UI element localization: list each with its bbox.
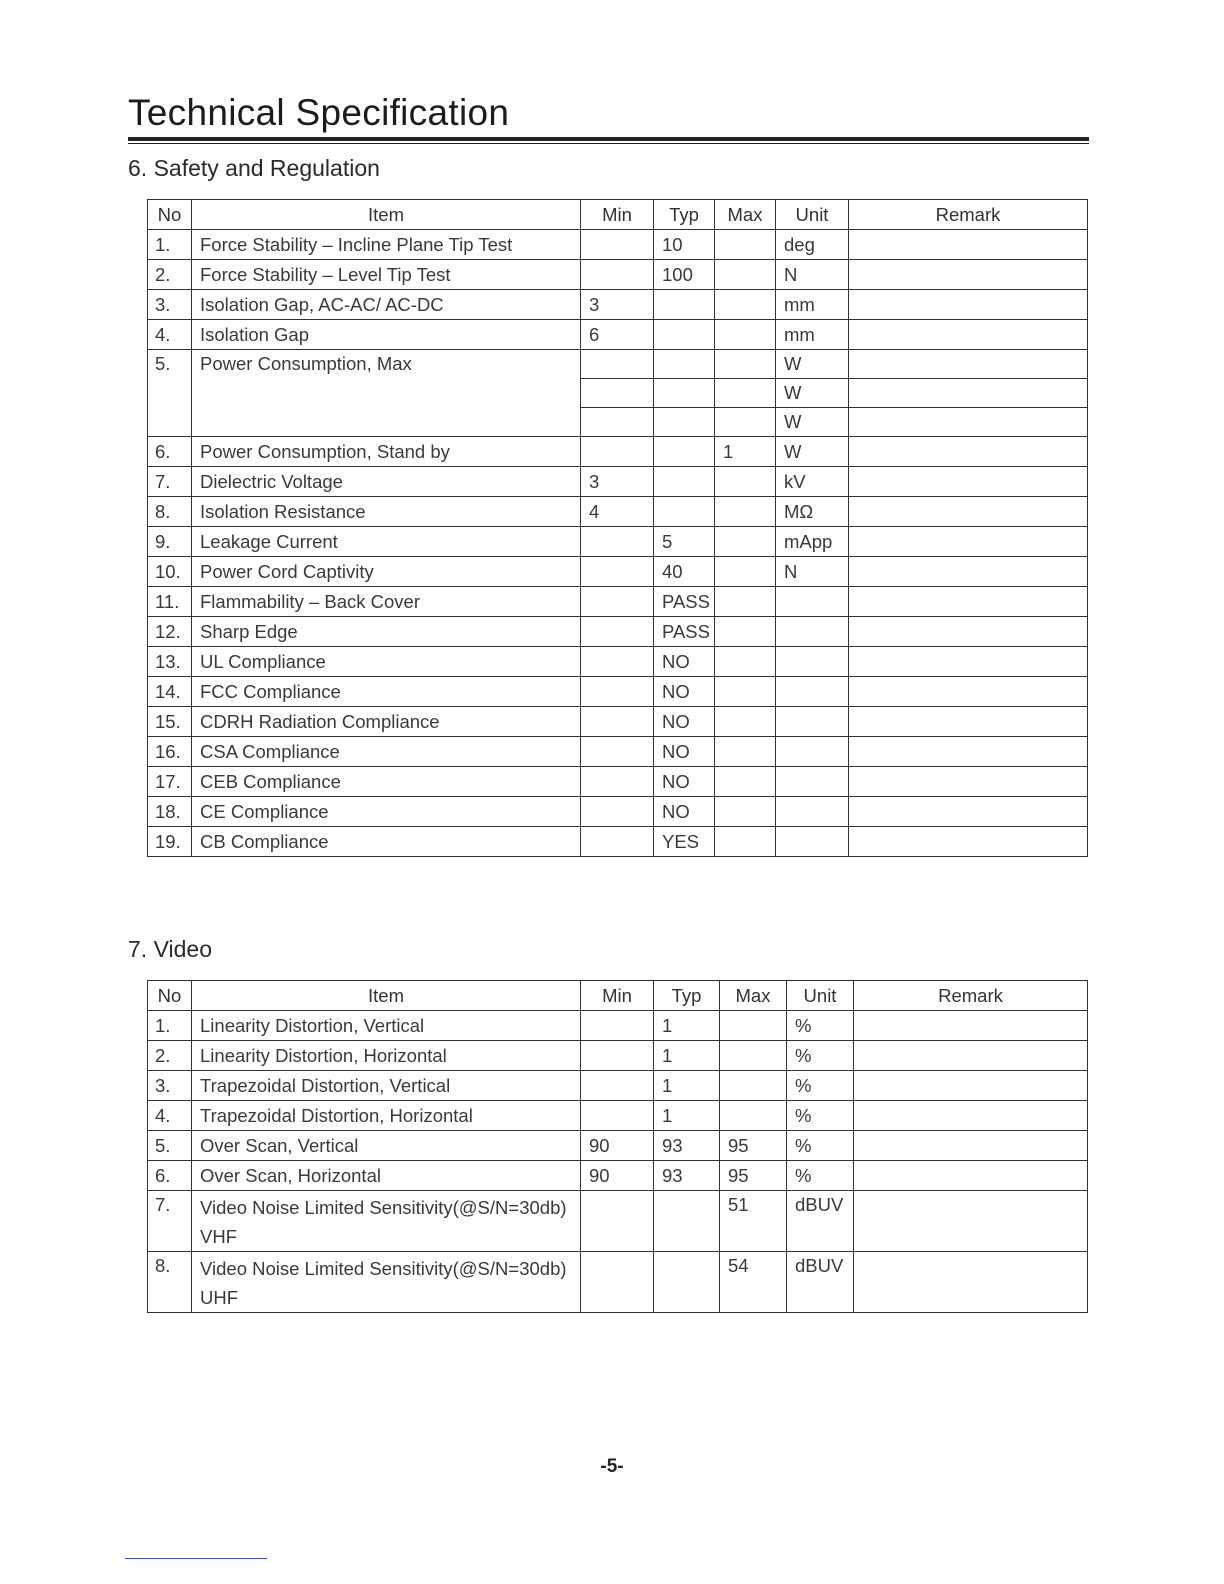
row-remark [849,677,1088,707]
row-unit: % [787,1011,854,1041]
row-remark [849,737,1088,767]
header-item: Item [192,981,581,1011]
row-typ: NO [654,647,715,677]
safety-section-heading: 6. Safety and Regulation [128,155,380,181]
row-typ: 93 [654,1131,720,1161]
row-no: 6. [148,437,192,467]
table-row [148,260,1088,290]
row-item: CEB Compliance [192,767,581,797]
header-min: Min [581,200,654,230]
table-row [148,1011,1088,1041]
row-no: 1. [148,1011,192,1041]
row-min [581,737,654,767]
row-min [581,767,654,797]
row-typ: 100 [654,260,715,290]
row-no: 13. [148,647,192,677]
row-item: Isolation Gap, AC-AC/ AC-DC [192,290,581,320]
table-header-row [148,981,1088,1011]
row-item: Trapezoidal Distortion, Horizontal [192,1101,581,1131]
header-no: No [148,981,192,1011]
row-item: Isolation Gap [192,320,581,350]
row-no: 18. [148,797,192,827]
header-no: No [148,200,192,230]
row-max [715,467,776,497]
page-number: -5- [600,1456,624,1477]
row-max: 51 [720,1191,787,1252]
row-remark [849,647,1088,677]
row-typ: PASS [654,587,715,617]
table-row [148,497,1088,527]
title-rule-thick [128,137,1089,141]
row-remark [854,1071,1088,1101]
title-rule-thin [128,143,1089,144]
row-no: 5. [148,1131,192,1161]
row-max [715,617,776,647]
row-item: FCC Compliance [192,677,581,707]
row-item: CDRH Radiation Compliance [192,707,581,737]
row-no: 4. [148,320,192,350]
row-max [715,587,776,617]
row-unit [776,647,849,677]
row-min [581,1252,654,1313]
row-min [581,677,654,707]
row-remark [849,767,1088,797]
header-remark: Remark [849,200,1088,230]
row-max: 1 [715,437,776,467]
row-unit: dBUV [787,1252,854,1313]
row-no: 4. [148,1101,192,1131]
table-row [148,647,1088,677]
row-unit [776,617,849,647]
row-min [581,408,654,437]
row-typ [654,350,715,379]
table-row [148,1252,1088,1313]
row-no: 3. [148,1071,192,1101]
row-min [581,827,654,857]
video-table [147,980,1088,1313]
row-unit: mm [776,320,849,350]
row-typ: 5 [654,527,715,557]
header-typ: Typ [654,200,715,230]
row-item: Power Consumption, Stand by [192,437,581,467]
row-typ: 1 [654,1041,720,1071]
row-max [715,647,776,677]
row-no: 7. [148,1191,192,1252]
table-row [148,1191,1088,1252]
row-max [715,557,776,587]
table-row [148,827,1088,857]
row-typ: 1 [654,1011,720,1041]
row-no: 16. [148,737,192,767]
header-unit: Unit [787,981,854,1011]
row-remark [849,497,1088,527]
row-min [581,1101,654,1131]
row-min: 6 [581,320,654,350]
table-row [148,1071,1088,1101]
row-max [715,230,776,260]
row-unit: dBUV [787,1191,854,1252]
table-row [148,230,1088,260]
row-unit [776,737,849,767]
row-no: 9. [148,527,192,557]
header-item: Item [192,200,581,230]
row-item: CB Compliance [192,827,581,857]
table-row [148,797,1088,827]
row-remark [849,467,1088,497]
row-no: 10. [148,557,192,587]
row-unit: deg [776,230,849,260]
row-item: Dielectric Voltage [192,467,581,497]
row-min: 4 [581,497,654,527]
row-typ [654,379,715,408]
row-item: Sharp Edge [192,617,581,647]
row-remark [849,320,1088,350]
table-row [148,1101,1088,1131]
row-unit: mApp [776,527,849,557]
row-min [581,647,654,677]
row-max [715,677,776,707]
row-no: 8. [148,497,192,527]
row-typ: NO [654,737,715,767]
row-item: Trapezoidal Distortion, Vertical [192,1071,581,1101]
row-item: Isolation Resistance [192,497,581,527]
row-unit: % [787,1161,854,1191]
row-max [715,797,776,827]
row-remark [849,617,1088,647]
row-remark [849,437,1088,467]
table-row [148,527,1088,557]
row-remark [849,290,1088,320]
header-unit: Unit [776,200,849,230]
row-remark [849,260,1088,290]
row-remark [849,557,1088,587]
row-item: Power Consumption, Max [192,350,581,437]
row-unit [776,587,849,617]
row-unit: kV [776,467,849,497]
table-row [148,467,1088,497]
row-max [715,707,776,737]
row-item: Power Cord Captivity [192,557,581,587]
row-typ: NO [654,797,715,827]
row-typ: 10 [654,230,715,260]
row-item: Leakage Current [192,527,581,557]
row-no: 2. [148,260,192,290]
row-unit [776,767,849,797]
row-max [715,290,776,320]
row-item: UL Compliance [192,647,581,677]
footer-rule [125,1558,267,1559]
header-remark: Remark [854,981,1088,1011]
row-unit: mm [776,290,849,320]
row-min [581,350,654,379]
row-max [715,827,776,857]
row-item: Force Stability – Level Tip Test [192,260,581,290]
row-typ [654,1191,720,1252]
table-row [148,290,1088,320]
table-row [148,617,1088,647]
table-row [148,320,1088,350]
row-unit: W [776,437,849,467]
row-typ: 40 [654,557,715,587]
row-item: Linearity Distortion, Horizontal [192,1041,581,1071]
row-max: 95 [720,1131,787,1161]
row-item: Force Stability – Incline Plane Tip Test [192,230,581,260]
row-no: 19. [148,827,192,857]
video-section-heading: 7. Video [128,936,212,962]
row-remark [849,408,1088,437]
row-no: 17. [148,767,192,797]
row-min [581,797,654,827]
row-item: Flammability – Back Cover [192,587,581,617]
row-remark [849,797,1088,827]
row-no: 6. [148,1161,192,1191]
row-item: Linearity Distortion, Vertical [192,1011,581,1041]
row-typ [654,437,715,467]
row-max [715,527,776,557]
page-title: Technical Specification [128,92,510,133]
row-item: Over Scan, Horizontal [192,1161,581,1191]
row-max [715,320,776,350]
row-remark [849,527,1088,557]
row-max [715,379,776,408]
row-item: Video Noise Limited Sensitivity(@S/N=30db) VHF [192,1191,581,1252]
row-remark [849,379,1088,408]
row-max [720,1101,787,1131]
header-max: Max [720,981,787,1011]
row-max [715,767,776,797]
row-min: 90 [581,1131,654,1161]
header-max: Max [715,200,776,230]
table-row [148,587,1088,617]
row-max [715,408,776,437]
row-typ [654,290,715,320]
row-unit [776,797,849,827]
row-unit: % [787,1071,854,1101]
row-unit: N [776,557,849,587]
row-min [581,1011,654,1041]
row-min [581,707,654,737]
row-min [581,527,654,557]
row-min [581,230,654,260]
row-typ: PASS [654,617,715,647]
table-header-row [148,200,1088,230]
row-no: 3. [148,290,192,320]
row-remark [849,827,1088,857]
row-max [715,737,776,767]
row-typ: 1 [654,1071,720,1101]
row-item: CE Compliance [192,797,581,827]
row-no: 11. [148,587,192,617]
header-min: Min [581,981,654,1011]
row-min: 3 [581,290,654,320]
table-row [148,350,1088,379]
row-remark [854,1131,1088,1161]
row-min [581,379,654,408]
row-typ: 1 [654,1101,720,1131]
row-item: Video Noise Limited Sensitivity(@S/N=30db) UHF [192,1252,581,1313]
table-row [148,677,1088,707]
row-remark [854,1041,1088,1071]
row-typ [654,467,715,497]
row-no: 12. [148,617,192,647]
row-max [720,1071,787,1101]
row-remark [849,230,1088,260]
safety-table [147,199,1088,857]
row-remark [854,1011,1088,1041]
table-row [148,437,1088,467]
table-row [148,767,1088,797]
row-max: 54 [720,1252,787,1313]
row-typ: NO [654,677,715,707]
row-min [581,260,654,290]
row-unit: W [776,379,849,408]
table-row [148,1041,1088,1071]
row-max [715,497,776,527]
row-min [581,1191,654,1252]
row-unit: % [787,1041,854,1071]
row-no: 5. [148,350,192,437]
table-row [148,707,1088,737]
row-min [581,587,654,617]
row-max [720,1011,787,1041]
row-remark [854,1161,1088,1191]
row-typ [654,408,715,437]
row-max [720,1041,787,1071]
table-row [148,737,1088,767]
row-min [581,437,654,467]
row-no: 7. [148,467,192,497]
row-min [581,1071,654,1101]
row-remark [854,1191,1088,1252]
row-no: 8. [148,1252,192,1313]
row-remark [849,587,1088,617]
row-remark [849,350,1088,379]
row-min [581,557,654,587]
row-remark [854,1252,1088,1313]
row-item: Over Scan, Vertical [192,1131,581,1161]
row-typ: NO [654,767,715,797]
row-min: 90 [581,1161,654,1191]
row-remark [849,707,1088,737]
row-remark [854,1101,1088,1131]
row-typ: YES [654,827,715,857]
row-no: 2. [148,1041,192,1071]
row-typ: NO [654,707,715,737]
row-unit [776,677,849,707]
table-row [148,1161,1088,1191]
row-unit: MΩ [776,497,849,527]
row-min [581,617,654,647]
row-min: 3 [581,467,654,497]
row-no: 15. [148,707,192,737]
table-row [148,557,1088,587]
row-typ [654,497,715,527]
row-unit: W [776,408,849,437]
row-no: 1. [148,230,192,260]
row-typ [654,320,715,350]
header-typ: Typ [654,981,720,1011]
row-max [715,260,776,290]
row-unit: W [776,350,849,379]
row-unit [776,827,849,857]
row-unit: N [776,260,849,290]
row-min [581,1041,654,1071]
table-row [148,1131,1088,1161]
row-no: 14. [148,677,192,707]
row-unit: % [787,1131,854,1161]
row-max [715,350,776,379]
row-max: 95 [720,1161,787,1191]
row-typ [654,1252,720,1313]
row-unit [776,707,849,737]
row-item: CSA Compliance [192,737,581,767]
row-typ: 93 [654,1161,720,1191]
row-unit: % [787,1101,854,1131]
